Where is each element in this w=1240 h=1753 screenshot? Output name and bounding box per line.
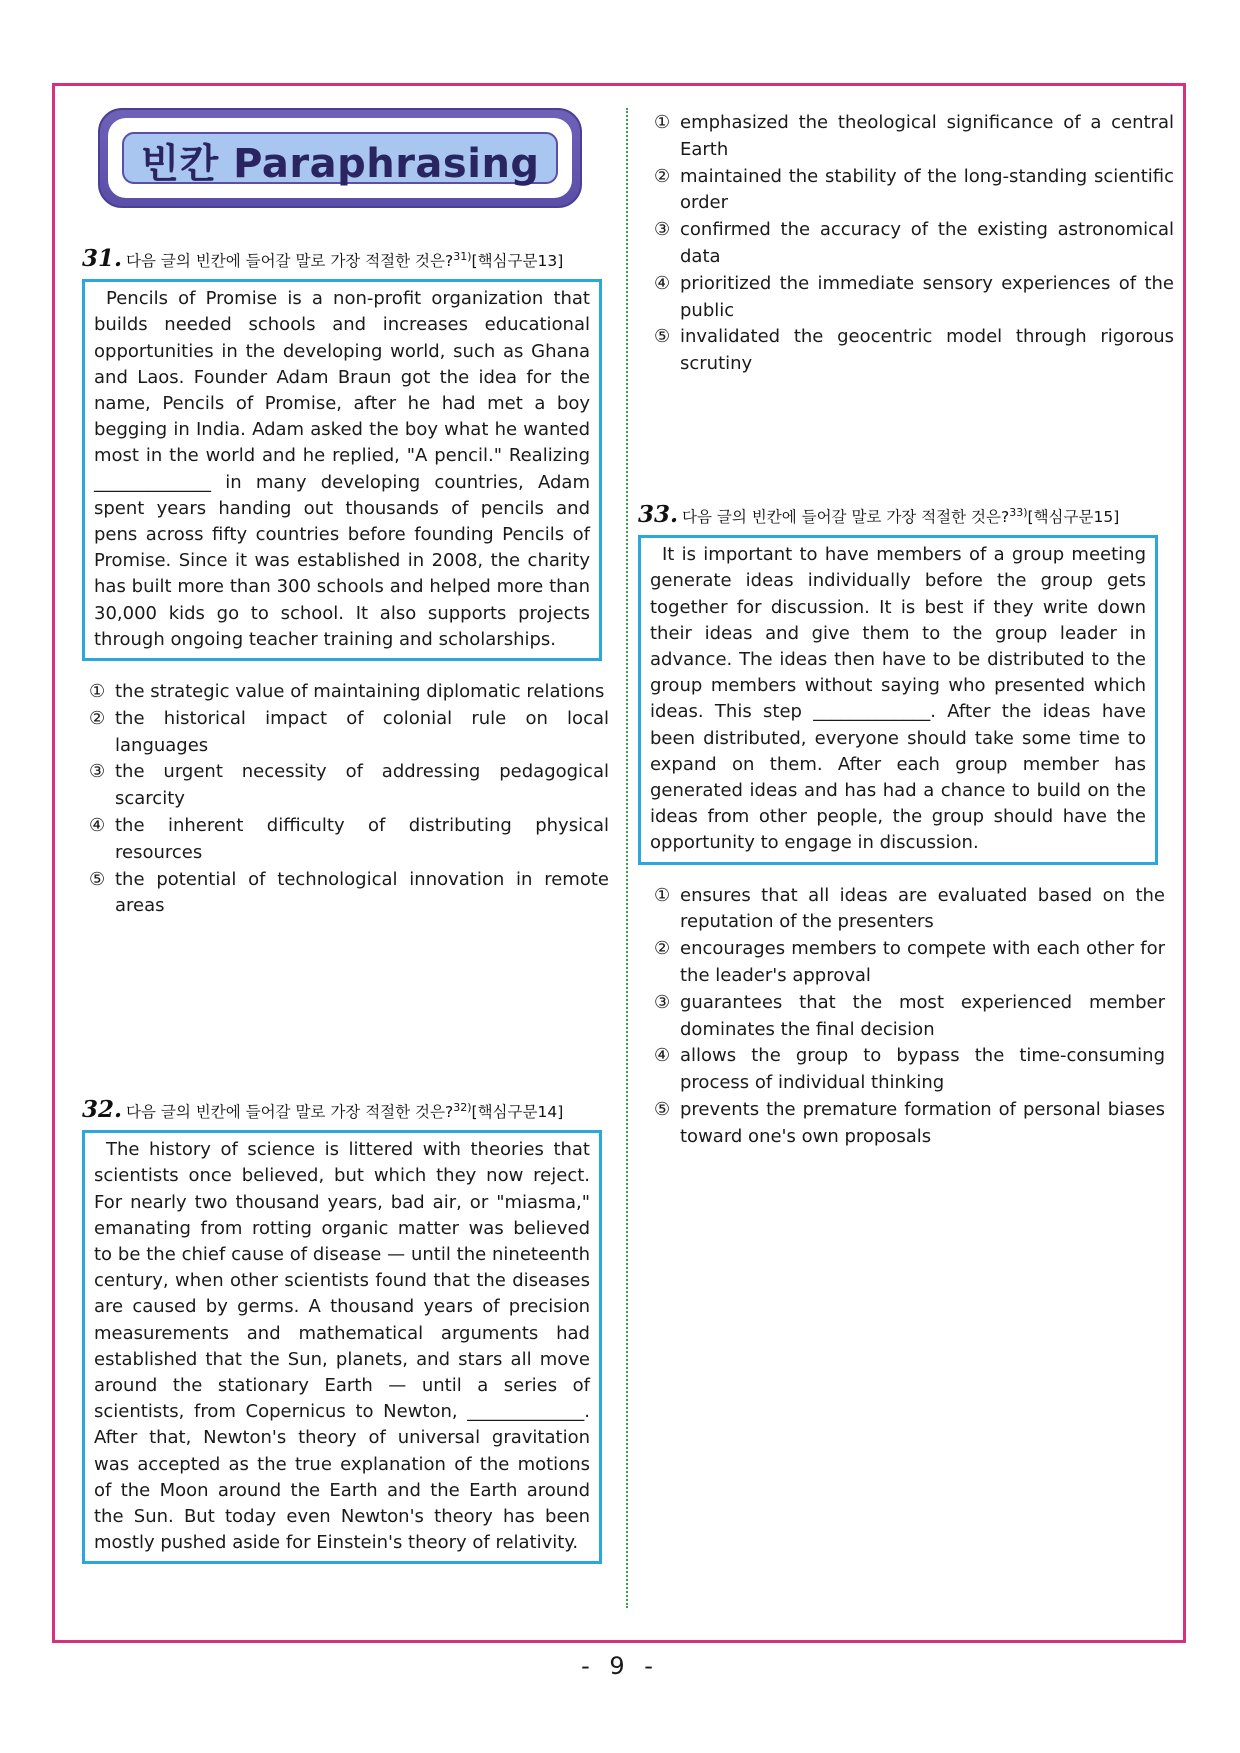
question-prompt: 다음 글의 빈칸에 들어갈 말로 가장 적절한 것은? [126, 252, 454, 271]
option-number: ③ [89, 761, 106, 783]
option-number: ② [654, 165, 671, 187]
option-text: ensures that all ideas are evaluated based on the reputation of the presenters [680, 884, 1165, 933]
question-tag: [핵심구문15] [1027, 508, 1120, 527]
option-number: ① [654, 112, 671, 133]
question-prompt: 다음 글의 빈칸에 들어갈 말로 가장 적절한 것은? [682, 508, 1010, 527]
option-number: ⑤ [654, 1098, 671, 1120]
footnote-ref: 31) [453, 250, 472, 263]
option-text: confirmed the accuracy of the existing astronomical data [680, 219, 1174, 267]
option-number: ② [654, 938, 671, 960]
answer-option[interactable] [82, 813, 617, 867]
answer-option[interactable] [647, 1097, 1173, 1151]
answer-option[interactable] [647, 217, 1182, 271]
footnote-ref: 33) [1009, 506, 1028, 519]
option-text: the historical impact of colonial rule on local languages [115, 707, 609, 756]
option-text: emphasized the theological significance of a central Earth [680, 112, 1174, 160]
question-31 [82, 246, 617, 920]
question-tag: [핵심구문13] [471, 252, 564, 271]
answer-option[interactable] [647, 990, 1173, 1044]
option-text: guarantees that the most experienced member dominates the final decision [680, 991, 1165, 1040]
option-text: the inherent difficulty of distributing physical resources [115, 814, 609, 863]
option-text: prevents the premature formation of personal biases toward one's own proposals [680, 1098, 1165, 1147]
option-number: ⑤ [654, 326, 671, 348]
option-number: ③ [654, 991, 671, 1013]
answer-option[interactable] [82, 679, 617, 706]
question-header [82, 1097, 617, 1123]
answer-option[interactable] [647, 271, 1182, 325]
answer-option[interactable] [82, 867, 617, 921]
option-number: ④ [654, 272, 671, 294]
answer-options [638, 883, 1173, 1151]
passage: Pencils of Promise is a non-profit organization that builds needed schools and increases educational opportunities in the developing world, such as Ghana and Laos. Founder Adam Braun got the idea for the name, Pencils of Promise, after he had met a boy begging in India. Adam asked the boy what he wanted most in the world and he replied, "A pencil." Realizing _____________ in many developing countries, Adam spent years handing out thousands of pencils and pens across fifty countries before founding Pencils of Promise. Since it was established in 2008, the charity has built more than 300 schools and helped more than 30,000 kids go to school. It also supports projects through ongoing teacher training and scholarships. [82, 279, 602, 661]
page-number: - 9 - [581, 1652, 659, 1680]
section-title-banner [98, 108, 582, 208]
answer-option[interactable] [647, 883, 1173, 937]
question-header [82, 246, 617, 272]
option-text: the strategic value of maintaining diplomatic relations [115, 681, 605, 702]
option-number: ③ [654, 219, 671, 241]
option-text: prioritized the immediate sensory experiences of the public [680, 272, 1174, 321]
question-header [638, 502, 1173, 528]
column-divider [626, 108, 628, 1608]
option-number: ② [89, 707, 106, 729]
option-number: ④ [654, 1045, 671, 1067]
option-text: invalidated the geocentric model through rigorous scrutiny [680, 326, 1174, 375]
question-tag: [핵심구문14] [471, 1103, 564, 1122]
question-number: 32. [82, 1096, 123, 1124]
option-number: ⑤ [89, 868, 106, 890]
question-prompt: 다음 글의 빈칸에 들어갈 말로 가장 적절한 것은? [126, 1103, 454, 1122]
option-number: ① [654, 884, 671, 906]
answer-options [82, 679, 617, 920]
option-text: encourages members to compete with each other for the leader's approval [680, 938, 1165, 986]
answer-option[interactable] [647, 1043, 1173, 1097]
passage: It is important to have members of a group meeting generate ideas individually before the group gets together for discussion. It is best if they write down their ideas and give them to the group leader in advance. The ideas then have to be distributed to the group members without saying who presented which ideas. This step _____________. After the ideas have been distributed, everyone should take some time to expand on them. After each group member has generated ideas and has had a chance to build on the ideas from other people, the group should have the opportunity to engage in discussion. [638, 535, 1158, 864]
question-32-options [647, 110, 1182, 378]
option-text: the potential of technological innovation in remote areas [115, 868, 609, 917]
question-number: 31. [82, 245, 123, 273]
answer-option[interactable] [647, 324, 1182, 378]
answer-option[interactable] [647, 164, 1182, 218]
question-32 [82, 1097, 617, 1564]
option-text: allows the group to bypass the time-consuming process of individual thinking [680, 1045, 1165, 1094]
answer-option[interactable] [82, 706, 617, 760]
passage: The history of science is littered with theories that scientists once believed, but which they now reject. For nearly two thousand years, bad air, or "miasma," emanating from rotting organic matter was believed to be the chief cause of disease — until the nineteenth century, when other scientists found that the diseases are caused by germs. A thousand years of precision measurements and mathematical arguments had established that the Sun, planets, and stars all move around the stationary Earth — until a series of scientists, from Copernicus to Newton, _____________. After that, Newton's theory of universal gravitation was accepted as the true explanation of the motions of the Moon around the Earth and the Earth around the Sun. But today even Newton's theory has been mostly pushed aside for Einstein's theory of relativity. [82, 1130, 602, 1564]
answer-option[interactable] [647, 936, 1173, 990]
option-text: the urgent necessity of addressing pedagogical scarcity [115, 761, 609, 810]
question-33 [638, 502, 1173, 1151]
answer-option[interactable] [82, 759, 617, 813]
footnote-ref: 32) [453, 1101, 472, 1114]
section-title: 빈칸 Paraphrasing [140, 140, 540, 187]
option-number: ④ [89, 814, 106, 836]
option-text: maintained the stability of the long-standing scientific order [680, 165, 1174, 214]
answer-option[interactable] [647, 110, 1182, 164]
question-number: 33. [638, 501, 679, 529]
answer-options [647, 110, 1182, 378]
option-number: ① [89, 681, 106, 702]
